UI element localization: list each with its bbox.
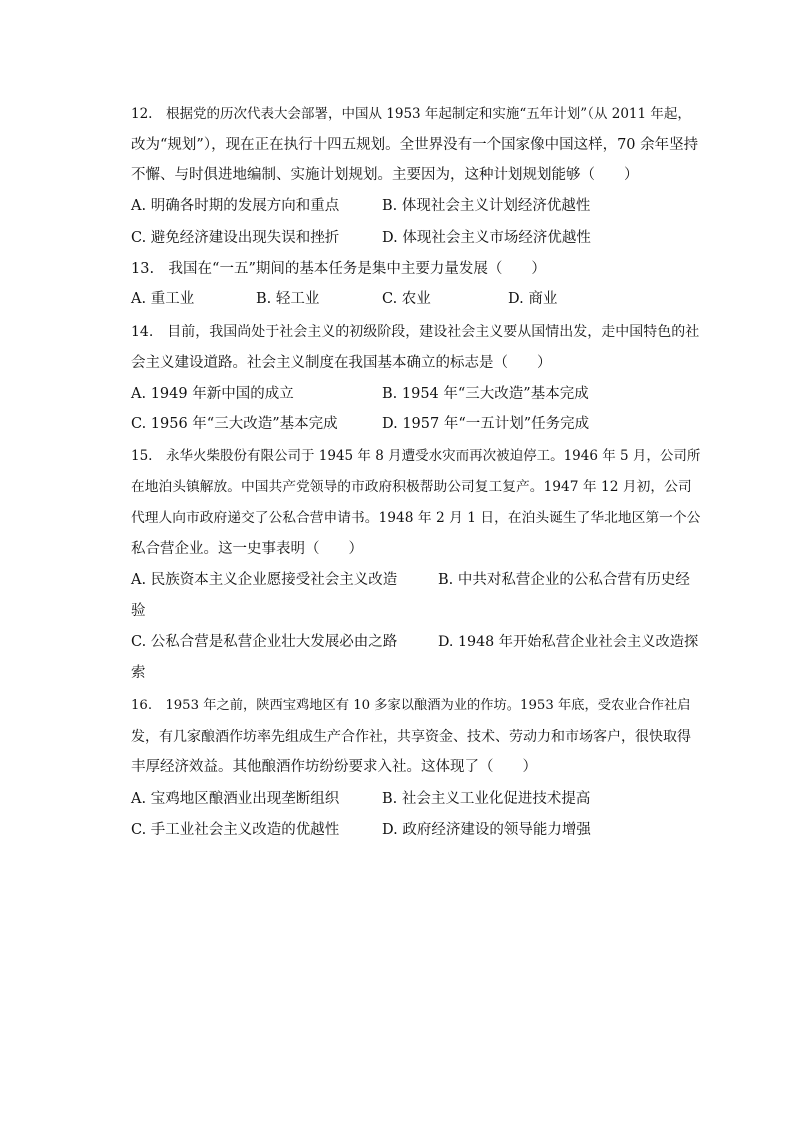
- question-15-stem-line-1: 15. 永华火柴股份有限公司于 1945 年 8 月遭受水灾而再次被迫停工。1946 年 5 月，公司所: [131, 448, 701, 464]
- question-15-option-d: D. 1948 年开始私营企业社会主义改造探: [438, 634, 699, 650]
- question-14-option-c: C. 1956 年“三大改造”基本完成: [131, 416, 338, 432]
- question-15-stem-line-3: 代理人向市政府递交了公私合营申请书。1948 年 2 月 1 日，在泊头诞生了华北地区第一个公: [131, 510, 701, 526]
- question-15-option-a: A. 民族资本主义企业愿接受社会主义改造: [131, 572, 398, 588]
- question-15-stem-line-4: 私合营企业。这一史事表明（ ）: [131, 541, 363, 557]
- question-13-option-b: B. 轻工业: [256, 291, 320, 307]
- question-13-stem-line-1: 13. 我国在“一五”期间的基本任务是集中主要力量发展（ ）: [131, 261, 546, 277]
- question-16-option-d: D. 政府经济建设的领导能力增强: [382, 822, 591, 838]
- question-13-option-d: D. 商业: [508, 291, 558, 307]
- question-16-option-c: C. 手工业社会主义改造的优越性: [131, 822, 340, 838]
- question-16-stem-line-3: 丰厚经济效益。其他酿酒作坊纷纷要求入社。这体现了（ ）: [131, 759, 537, 775]
- question-14-option-b: B. 1954 年“三大改造”基本完成: [382, 386, 589, 402]
- question-12-option-a: A. 明确各时期的发展方向和重点: [131, 198, 340, 214]
- question-14-stem-line-2: 会主义建设道路。社会主义制度在我国基本确立的标志是（ ）: [131, 355, 552, 371]
- question-16-stem-line-1: 16. 1953 年之前，陕西宝鸡地区有 10 多家以酿酒为业的作坊。1953 年底，受农业合作社启: [131, 698, 691, 713]
- question-13-option-a: A. 重工业: [131, 291, 195, 307]
- question-15-option-d-wrap: 索: [131, 665, 146, 681]
- question-14-option-d: D. 1957 年“一五计划”任务完成: [382, 416, 590, 432]
- question-12-option-b: B. 体现社会主义计划经济优越性: [382, 198, 591, 214]
- question-16-stem-line-2: 发，有几家酿酒作坊率先组成生产合作社，共享资金、技术、劳动力和市场客户，很快取得: [131, 729, 691, 745]
- question-15-option-b-wrap: 验: [131, 603, 146, 619]
- question-15-option-c: C. 公私合营是私营企业壮大发展必由之路: [131, 634, 398, 650]
- question-15-option-b: B. 中共对私营企业的公私合营有历史经: [438, 572, 690, 588]
- question-13-option-c: C. 农业: [382, 291, 431, 307]
- question-12-option-d: D. 体现社会主义市场经济优越性: [382, 230, 591, 246]
- question-14-option-a: A. 1949 年新中国的成立: [131, 386, 294, 402]
- question-14-stem-line-1: 14. 目前，我国尚处于社会主义的初级阶段，建设社会主义要从国情出发，走中国特色的社: [131, 324, 700, 340]
- question-12-stem-line-1: 12. 根据党的历次代表大会部署，中国从 1953 年起制定和实施“五年计划”（从 2011 年起，: [131, 106, 691, 122]
- question-12-stem-line-3: 不懈、与时俱进地编制、实施计划规划。主要因为，这种计划规划能够（ ）: [131, 167, 639, 183]
- question-15-stem-line-2: 在地泊头镇解放。中国共产党领导的市政府积极帮助公司复工复产。1947 年 12 月初，公司: [131, 479, 692, 495]
- question-16-option-b: B. 社会主义工业化促进技术提高: [382, 791, 591, 807]
- question-12-option-c: C. 避免经济建设出现失误和挫折: [131, 230, 340, 246]
- question-16-option-a: A. 宝鸡地区酿酒业出现垄断组织: [131, 791, 340, 807]
- question-12-stem-line-2: 改为“规划”），现在正在执行十四五规划。全世界没有一个国家像中国这样，70 余年坚持: [131, 137, 699, 153]
